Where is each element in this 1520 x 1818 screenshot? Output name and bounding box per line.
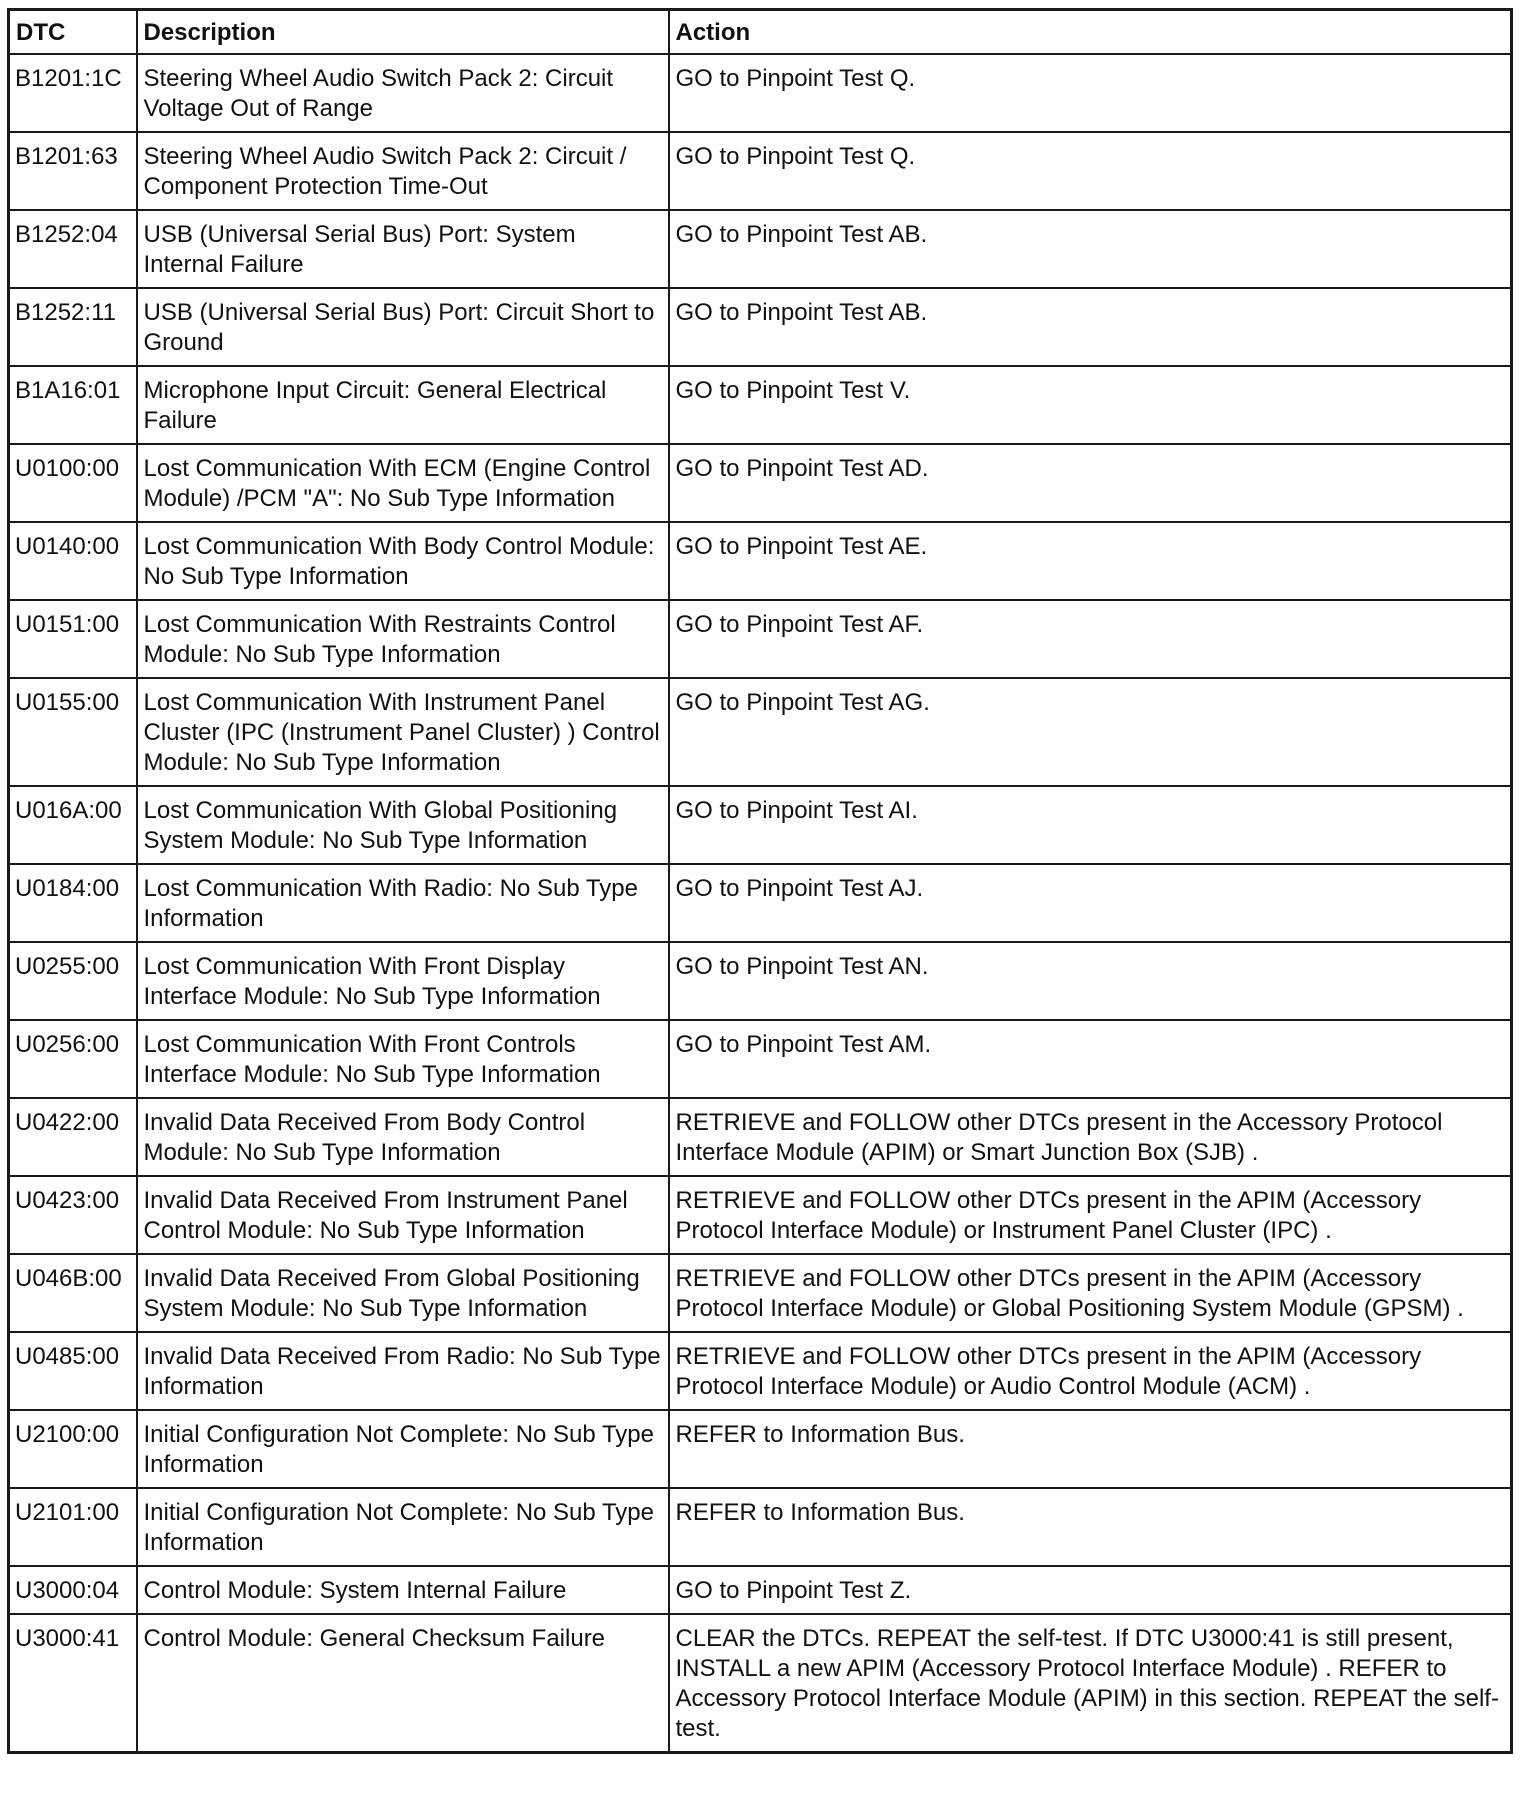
dtc-code: U2100:00 — [9, 1410, 137, 1488]
dtc-code: B1201:63 — [9, 132, 137, 210]
dtc-table — [7, 8, 1513, 1754]
dtc-code: U0184:00 — [9, 864, 137, 942]
dtc-description: Lost Communication With Radio: No Sub Type Information — [137, 864, 669, 942]
table-row — [9, 1176, 1512, 1254]
table-row — [9, 1614, 1512, 1753]
dtc-description: Initial Configuration Not Complete: No Sub Type Information — [137, 1488, 669, 1566]
table-row — [9, 132, 1512, 210]
table-row — [9, 210, 1512, 288]
table-row — [9, 1332, 1512, 1410]
column-header-description: Description — [137, 10, 669, 55]
column-header-action: Action — [669, 10, 1512, 55]
dtc-description: Lost Communication With Front Display Interface Module: No Sub Type Information — [137, 942, 669, 1020]
dtc-description: Lost Communication With Body Control Module: No Sub Type Information — [137, 522, 669, 600]
table-row — [9, 1488, 1512, 1566]
table-row — [9, 864, 1512, 942]
dtc-action: RETRIEVE and FOLLOW other DTCs present in the APIM (Accessory Protocol Interface Module) or Audio Control Module (ACM) . — [669, 1332, 1512, 1410]
dtc-code: B1252:11 — [9, 288, 137, 366]
column-header-dtc: DTC — [9, 10, 137, 55]
dtc-code: U0100:00 — [9, 444, 137, 522]
dtc-action: REFER to Information Bus. — [669, 1488, 1512, 1566]
dtc-description: Invalid Data Received From Global Positioning System Module: No Sub Type Information — [137, 1254, 669, 1332]
table-row — [9, 1410, 1512, 1488]
table-row — [9, 1098, 1512, 1176]
dtc-description: Lost Communication With Global Positioning System Module: No Sub Type Information — [137, 786, 669, 864]
dtc-action: GO to Pinpoint Test AE. — [669, 522, 1512, 600]
table-row — [9, 678, 1512, 786]
table-row — [9, 1254, 1512, 1332]
dtc-description: Lost Communication With Instrument Panel Cluster (IPC (Instrument Panel Cluster) ) Control Module: No Sub Type Information — [137, 678, 669, 786]
dtc-code: U0485:00 — [9, 1332, 137, 1410]
dtc-code: U0151:00 — [9, 600, 137, 678]
dtc-code: B1201:1C — [9, 54, 137, 132]
dtc-action: CLEAR the DTCs. REPEAT the self-test. If DTC U3000:41 is still present, INSTALL a new APIM (Accessory Protocol Interface Module) . REFER to Accessory Protocol Interface Module (APIM) in this section. REPEAT the self-test. — [669, 1614, 1512, 1753]
dtc-description: USB (Universal Serial Bus) Port: System Internal Failure — [137, 210, 669, 288]
dtc-action: RETRIEVE and FOLLOW other DTCs present in the APIM (Accessory Protocol Interface Module) or Global Positioning System Module (GPSM) . — [669, 1254, 1512, 1332]
dtc-action: GO to Pinpoint Test AD. — [669, 444, 1512, 522]
dtc-description: Invalid Data Received From Body Control Module: No Sub Type Information — [137, 1098, 669, 1176]
dtc-description: Lost Communication With ECM (Engine Control Module) /PCM "A": No Sub Type Information — [137, 444, 669, 522]
dtc-code: B1A16:01 — [9, 366, 137, 444]
table-row — [9, 1566, 1512, 1614]
dtc-code: U0155:00 — [9, 678, 137, 786]
dtc-action: RETRIEVE and FOLLOW other DTCs present in the APIM (Accessory Protocol Interface Module) or Instrument Panel Cluster (IPC) . — [669, 1176, 1512, 1254]
dtc-action: GO to Pinpoint Test AI. — [669, 786, 1512, 864]
dtc-action: GO to Pinpoint Test AF. — [669, 600, 1512, 678]
dtc-action: GO to Pinpoint Test Q. — [669, 132, 1512, 210]
dtc-description: Invalid Data Received From Radio: No Sub Type Information — [137, 1332, 669, 1410]
dtc-code: U0140:00 — [9, 522, 137, 600]
table-body — [9, 54, 1512, 1753]
table-row — [9, 600, 1512, 678]
dtc-action: GO to Pinpoint Test AM. — [669, 1020, 1512, 1098]
dtc-action: GO to Pinpoint Test AN. — [669, 942, 1512, 1020]
dtc-code: U3000:04 — [9, 1566, 137, 1614]
dtc-action: GO to Pinpoint Test AJ. — [669, 864, 1512, 942]
table-row — [9, 522, 1512, 600]
dtc-description: Initial Configuration Not Complete: No Sub Type Information — [137, 1410, 669, 1488]
dtc-action: REFER to Information Bus. — [669, 1410, 1512, 1488]
header-row — [9, 10, 1512, 55]
dtc-action: GO to Pinpoint Test Z. — [669, 1566, 1512, 1614]
dtc-description: Control Module: General Checksum Failure — [137, 1614, 669, 1753]
dtc-code: U0255:00 — [9, 942, 137, 1020]
dtc-code: B1252:04 — [9, 210, 137, 288]
dtc-code: U0256:00 — [9, 1020, 137, 1098]
table-row — [9, 942, 1512, 1020]
dtc-document — [7, 8, 1513, 1754]
table-row — [9, 444, 1512, 522]
dtc-description: Lost Communication With Front Controls Interface Module: No Sub Type Information — [137, 1020, 669, 1098]
dtc-action: GO to Pinpoint Test AB. — [669, 210, 1512, 288]
table-row — [9, 1020, 1512, 1098]
dtc-action: GO to Pinpoint Test AB. — [669, 288, 1512, 366]
dtc-code: U3000:41 — [9, 1614, 137, 1753]
table-row — [9, 54, 1512, 132]
dtc-description: Microphone Input Circuit: General Electrical Failure — [137, 366, 669, 444]
dtc-code: U016A:00 — [9, 786, 137, 864]
dtc-code: U0423:00 — [9, 1176, 137, 1254]
dtc-description: Steering Wheel Audio Switch Pack 2: Circuit Voltage Out of Range — [137, 54, 669, 132]
dtc-code: U046B:00 — [9, 1254, 137, 1332]
dtc-description: USB (Universal Serial Bus) Port: Circuit Short to Ground — [137, 288, 669, 366]
dtc-description: Control Module: System Internal Failure — [137, 1566, 669, 1614]
dtc-code: U2101:00 — [9, 1488, 137, 1566]
dtc-description: Invalid Data Received From Instrument Panel Control Module: No Sub Type Information — [137, 1176, 669, 1254]
dtc-action: GO to Pinpoint Test Q. — [669, 54, 1512, 132]
dtc-description: Lost Communication With Restraints Control Module: No Sub Type Information — [137, 600, 669, 678]
dtc-action: GO to Pinpoint Test AG. — [669, 678, 1512, 786]
dtc-action: GO to Pinpoint Test V. — [669, 366, 1512, 444]
dtc-action: RETRIEVE and FOLLOW other DTCs present in the Accessory Protocol Interface Module (APIM) or Smart Junction Box (SJB) . — [669, 1098, 1512, 1176]
table-row — [9, 366, 1512, 444]
dtc-description: Steering Wheel Audio Switch Pack 2: Circuit / Component Protection Time-Out — [137, 132, 669, 210]
table-row — [9, 288, 1512, 366]
table-header — [9, 10, 1512, 55]
dtc-code: U0422:00 — [9, 1098, 137, 1176]
table-row — [9, 786, 1512, 864]
